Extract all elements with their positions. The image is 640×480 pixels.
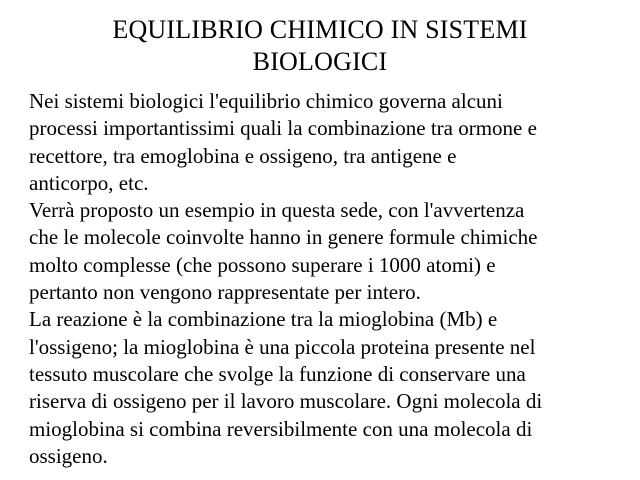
body-line: riserva di ossigeno per il lavoro muscolare. Ogni molecola di: [29, 389, 543, 414]
title-line: BIOLOGICI: [252, 47, 388, 76]
body-line: pertanto non vengono rappresentate per intero.: [29, 280, 421, 305]
body-line: l'ossigeno; la mioglobina è una piccola proteina presente nel: [29, 334, 536, 359]
body-line: recettore, tra emoglobina e ossigeno, tra antigene e: [29, 143, 457, 168]
body-line: molto complesse (che possono superare i 1000 atomi) e: [29, 252, 496, 277]
body-line: che le molecole coinvolte hanno in genere formule chimiche: [29, 225, 538, 250]
body-line: Nei sistemi biologici l'equilibrio chimico governa alcuni: [29, 89, 503, 113]
body-line: anticorpo, etc.: [29, 170, 149, 195]
body-line: processi importantissimi quali la combinazione tra ormone e: [29, 116, 537, 141]
title-line: EQUILIBRIO CHIMICO IN SISTEMI: [112, 15, 528, 44]
body-line: ossigeno.: [29, 443, 108, 468]
body-line: La reazione è la combinazione tra la mioglobina (Mb) e: [29, 307, 498, 332]
body-line: mioglobina si combina reversibilmente con una molecola di: [29, 416, 533, 441]
body-line: tessuto muscolare che svolge la funzione di conservare una: [29, 361, 526, 386]
slide-body-text: [29, 88, 619, 470]
slide-title: [40, 14, 600, 78]
body-line: Verrà proposto un esempio in questa sede, con l'avvertenza: [29, 198, 525, 223]
